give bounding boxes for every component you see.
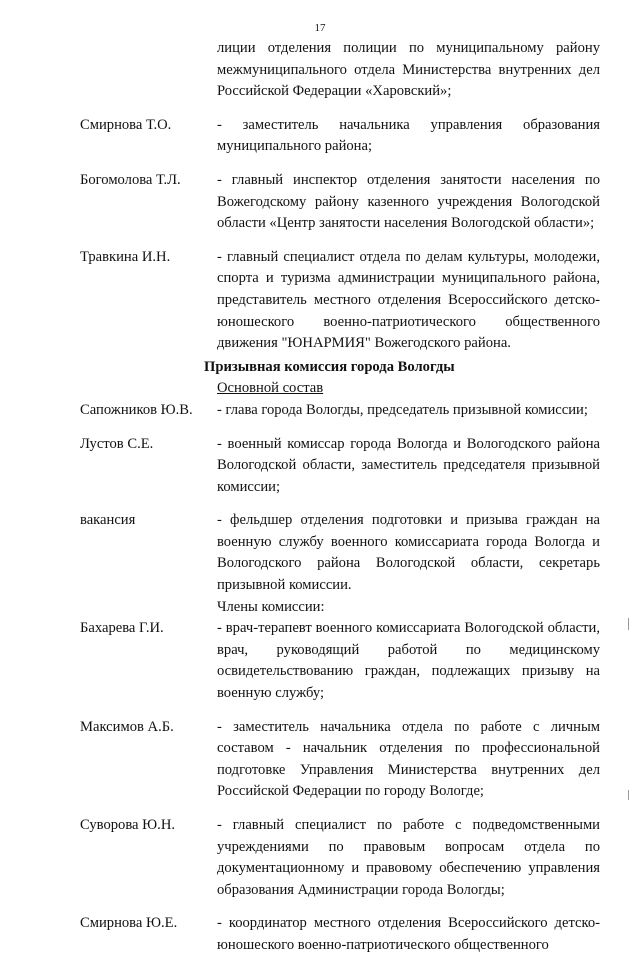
page-number: 17 (314, 22, 326, 34)
member-name: Лустов С.Е. (80, 435, 154, 452)
member-row (80, 434, 600, 499)
commission-title: Призывная комиссия города Вологды (204, 358, 455, 375)
continuation-row (80, 38, 600, 103)
continuation-text: лиции отделения полиции по муниципальному району межмуниципального отдела Министерства внутренних дел Российской Федерации «Харовский»; (217, 40, 600, 100)
member-name: Смирнова Ю.Е. (80, 915, 178, 932)
member-name: Сапожников Ю.В. (80, 401, 193, 418)
member-name: Смирнова Т.О. (80, 116, 172, 133)
member-role: - заместитель начальника управления образования муниципального района; (217, 116, 600, 155)
member-name: вакансия (80, 512, 136, 529)
member-role: - координатор местного отделения Всероссийского детско-юношеского военно-патриотического общественного (217, 915, 600, 953)
scan-edge-mark (628, 790, 629, 800)
member-row (80, 717, 600, 803)
member-name: Богомолова Т.Л. (80, 171, 181, 188)
member-row (80, 815, 600, 901)
member-name: Травкина И.Н. (80, 248, 171, 265)
member-role: - глава города Вологды, председатель призывной комиссии; (217, 401, 588, 418)
member-name: Бахарева Г.И. (80, 620, 164, 637)
member-name: Суворова Ю.Н. (80, 817, 176, 833)
scan-edge-mark (628, 618, 629, 630)
member-role: - заместитель начальника отдела по работе с личным составом - начальник отделения по профессиональной подготовке Управления Министерства внутренних дел Российской Федерации по городу Вологде; (217, 718, 600, 800)
members-label: Члены комиссии: (217, 598, 325, 615)
member-role: - фельдшер отделения подготовки и призыва граждан на военную службу военного комиссариата города Вологда и Вологодского района Вологодской области, секретарь призывной комиссии. (217, 512, 600, 594)
member-row (80, 247, 600, 355)
member-role: - главный специалист отдела по делам культуры, молодежи, спорта и туризма администрации муниципального района, представитель местного отделения Всероссийского детско-юношеского военно-патриотического общественного движения "ЮНАРМИЯ" Вожегодского района. (217, 248, 600, 352)
member-row (80, 115, 600, 158)
main-composition-label: Основной состав (217, 380, 324, 397)
member-role: - военный комиссар города Вологда и Вологодского района Вологодской области, заместитель председателя призывной комиссии; (217, 435, 600, 495)
document-body (80, 38, 600, 957)
member-role: - главный специалист по работе с подведомственными учреждениями по правовым вопросам отдела по документационному и правовому обеспечению управления образования Администрации города Вологды; (217, 817, 600, 898)
member-row (80, 913, 600, 956)
member-role: - главный инспектор отделения занятости населения по Вожегодскому району казенного учреждения Вологодской области «Центр занятости населения Вологодской области»; (217, 171, 600, 232)
member-row (80, 618, 600, 704)
member-role: - врач-терапевт военного комиссариата Вологодской области, врач, руководящий работой по медицинскому освидетельствованию граждан, подлежащих призыву на военную службу; (217, 620, 600, 702)
member-row (80, 510, 600, 596)
member-name: Максимов А.Б. (80, 718, 174, 735)
member-row (80, 170, 600, 235)
member-row (80, 400, 600, 422)
